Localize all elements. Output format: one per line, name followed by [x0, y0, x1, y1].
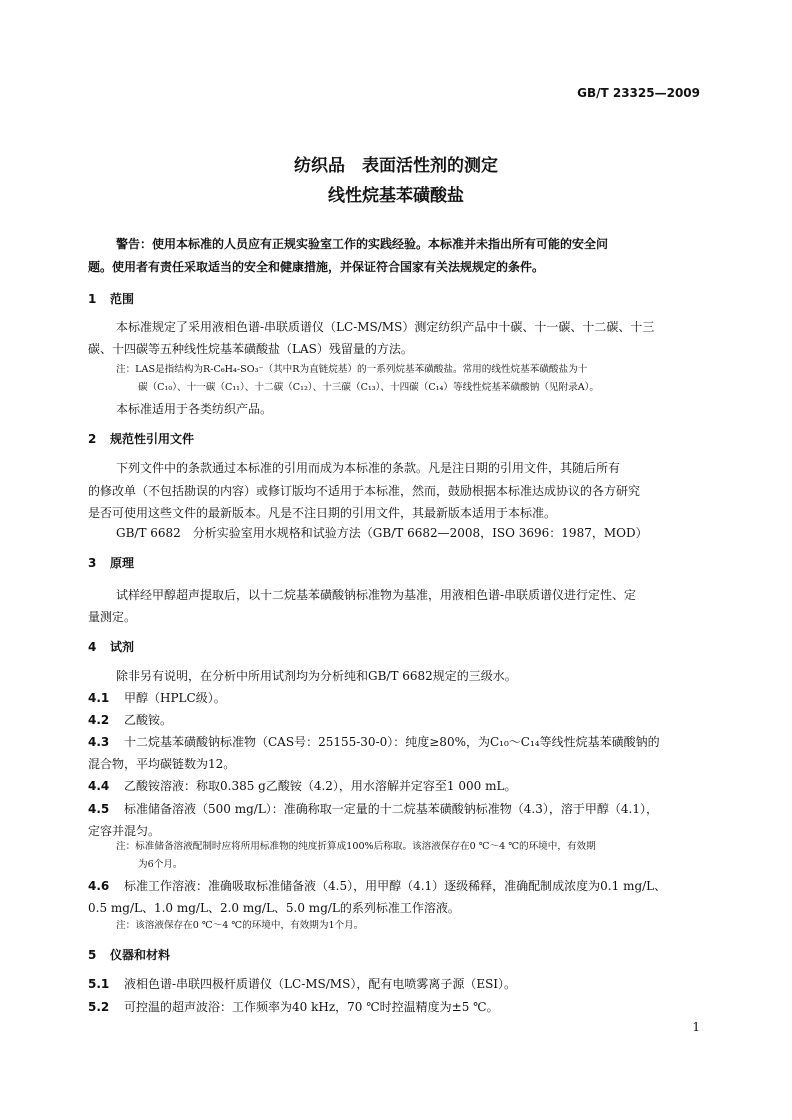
section-number: 4	[88, 640, 97, 654]
clause-number: 4.5	[88, 802, 110, 816]
clause-number: 4.3	[88, 735, 110, 749]
clause-4-3	[88, 731, 708, 754]
clause-4-6	[88, 875, 708, 898]
note-line: 为6个月。	[138, 859, 183, 870]
clause-text: 标准工作溶液：准确吸取标准储备液（4.5），用甲醇（4.1）逐级稀释，准确配制成浓度为0.1 mg/L、	[124, 879, 667, 893]
section-number: 1	[88, 292, 97, 306]
paragraph-line: 试样经甲醇超声提取后，以十二烷基苯磺酸钠标准物为基准，用液相色谱-串联质谱仪进行定性、定	[116, 588, 637, 602]
clause-text: 可控温的超声波浴：工作频率为40 kHz，70 ℃时控温精度为±5 ℃。	[124, 1000, 499, 1014]
note-line: 注：标准储备溶液配制时应将所用标准物的纯度折算成100%后称取。该溶液保存在0 ℃～4 ℃的环境中，有效期	[116, 841, 596, 852]
clause-text: 标准储备溶液（500 mg/L）：准确称取一定量的十二烷基苯磺酸钠标准物（4.3），溶于甲醇（4.1），	[124, 802, 658, 816]
warning-line-2: 题。使用者有责任采取适当的安全和健康措施，并保证符合国家有关法规规定的条件。	[88, 260, 545, 274]
clause-number: 4.1	[88, 691, 110, 705]
paragraph-line: 0.5 mg/L、1.0 mg/L、2.0 mg/L、5.0 mg/L的系列标准工作溶液。	[88, 901, 460, 915]
section-number: 3	[88, 556, 97, 570]
clause-4-4	[88, 775, 708, 798]
section-3-heading	[88, 553, 134, 573]
clause-5-2	[88, 996, 708, 1019]
clause-text: 乙酸铵。	[124, 713, 173, 727]
clause-text: 乙酸铵溶液：称取0.385 g乙酸铵（4.2），用水溶解并定容至1 000 mL。	[124, 779, 517, 793]
section-1-heading	[88, 289, 134, 309]
paragraph-line: 是否可使用这些文件的最新版本。凡是不注日期的引用文件，其最新版本适用于本标准。	[88, 506, 557, 520]
clause-text: 液相色谱-串联四极杆质谱仪（LC-MS/MS），配有电喷雾离子源（ESI）。	[124, 977, 517, 991]
clause-number: 4.2	[88, 713, 110, 727]
normative-reference: GB/T 6682 分析实验室用水规格和试验方法（GB/T 6682—2008，ISO 3696：1987，MOD）	[116, 526, 648, 540]
section-2-heading	[88, 429, 194, 449]
paragraph-line: 定容并混匀。	[88, 824, 161, 838]
clause-4-1	[88, 687, 708, 710]
paragraph-line: 下列文件中的条款通过本标准的引用而成为本标准的条款。凡是注日期的引用文件，其随后所有	[116, 461, 621, 475]
section-title: 规范性引用文件	[110, 432, 195, 446]
clause-number: 5.1	[88, 977, 110, 991]
clause-text: 十二烷基苯磺酸钠标准物（CAS号：25155-30-0）：纯度≥80%，为C₁₀～C₁₄等线性烷基苯磺酸钠的	[124, 735, 660, 749]
paragraph-line: 本标准适用于各类纺织产品。	[116, 402, 273, 416]
page-number: 1	[692, 1020, 700, 1034]
paragraph-line: 的修改单（不包括勘误的内容）或修订版均不适用于本标准，然而，鼓励根据本标准达成协议的各方研究	[88, 484, 641, 498]
clause-text: 甲醇（HPLC级）。	[124, 691, 226, 705]
document-subtitle: 线性烷基苯磺酸盐	[328, 186, 464, 206]
paragraph-line: 量测定。	[88, 610, 137, 624]
section-title: 试剂	[110, 640, 135, 654]
note-line: 碳（C₁₀）、十一碳（C₁₁）、十二碳（C₁₂）、十三碳（C₁₃）、十四碳（C₁₄）等线性烷基苯磺酸钠（见附录A）。	[138, 382, 600, 393]
clause-number: 5.2	[88, 1000, 110, 1014]
clause-number: 4.4	[88, 779, 110, 793]
note-line: 注：LAS是指结构为R-C₆H₄-SO₃⁻（其中R为直链烷基）的一系列烷基苯磺酸盐。常用的线性烷基苯磺酸盐为十	[116, 364, 588, 375]
clause-4-2	[88, 709, 708, 732]
paragraph-line: 混合物，平均碳链数为12。	[88, 757, 236, 771]
note-line: 注：该溶液保存在0 ℃～4 ℃的环境中，有效期为1个月。	[116, 920, 364, 931]
clause-4-5	[88, 798, 708, 821]
section-5-heading	[88, 945, 170, 965]
document-title: 纺织品 表面活性剂的测定	[294, 156, 498, 176]
section-title: 范围	[110, 292, 135, 306]
clause-5-1	[88, 973, 708, 996]
standard-number: GB/T 23325—2009	[577, 86, 700, 100]
paragraph-line: 除非另有说明，在分析中所用试剂均为分析纯和GB/T 6682规定的三级水。	[116, 669, 517, 683]
warning-line-1: 警告：使用本标准的人员应有正规实验室工作的实践经验。本标准并未指出所有可能的安全问	[116, 237, 609, 251]
paragraph-line: 本标准规定了采用液相色谱-串联质谱仪（LC-MS/MS）测定纺织产品中十碳、十一碳、十二碳、十三	[116, 320, 655, 334]
section-title: 仪器和材料	[110, 948, 171, 962]
section-4-heading	[88, 637, 134, 657]
paragraph-line: 碳、十四碳等五种线性烷基苯磺酸盐（LAS）残留量的方法。	[88, 342, 413, 356]
section-title: 原理	[110, 556, 135, 570]
section-number: 2	[88, 432, 97, 446]
section-number: 5	[88, 948, 97, 962]
clause-number: 4.6	[88, 879, 110, 893]
